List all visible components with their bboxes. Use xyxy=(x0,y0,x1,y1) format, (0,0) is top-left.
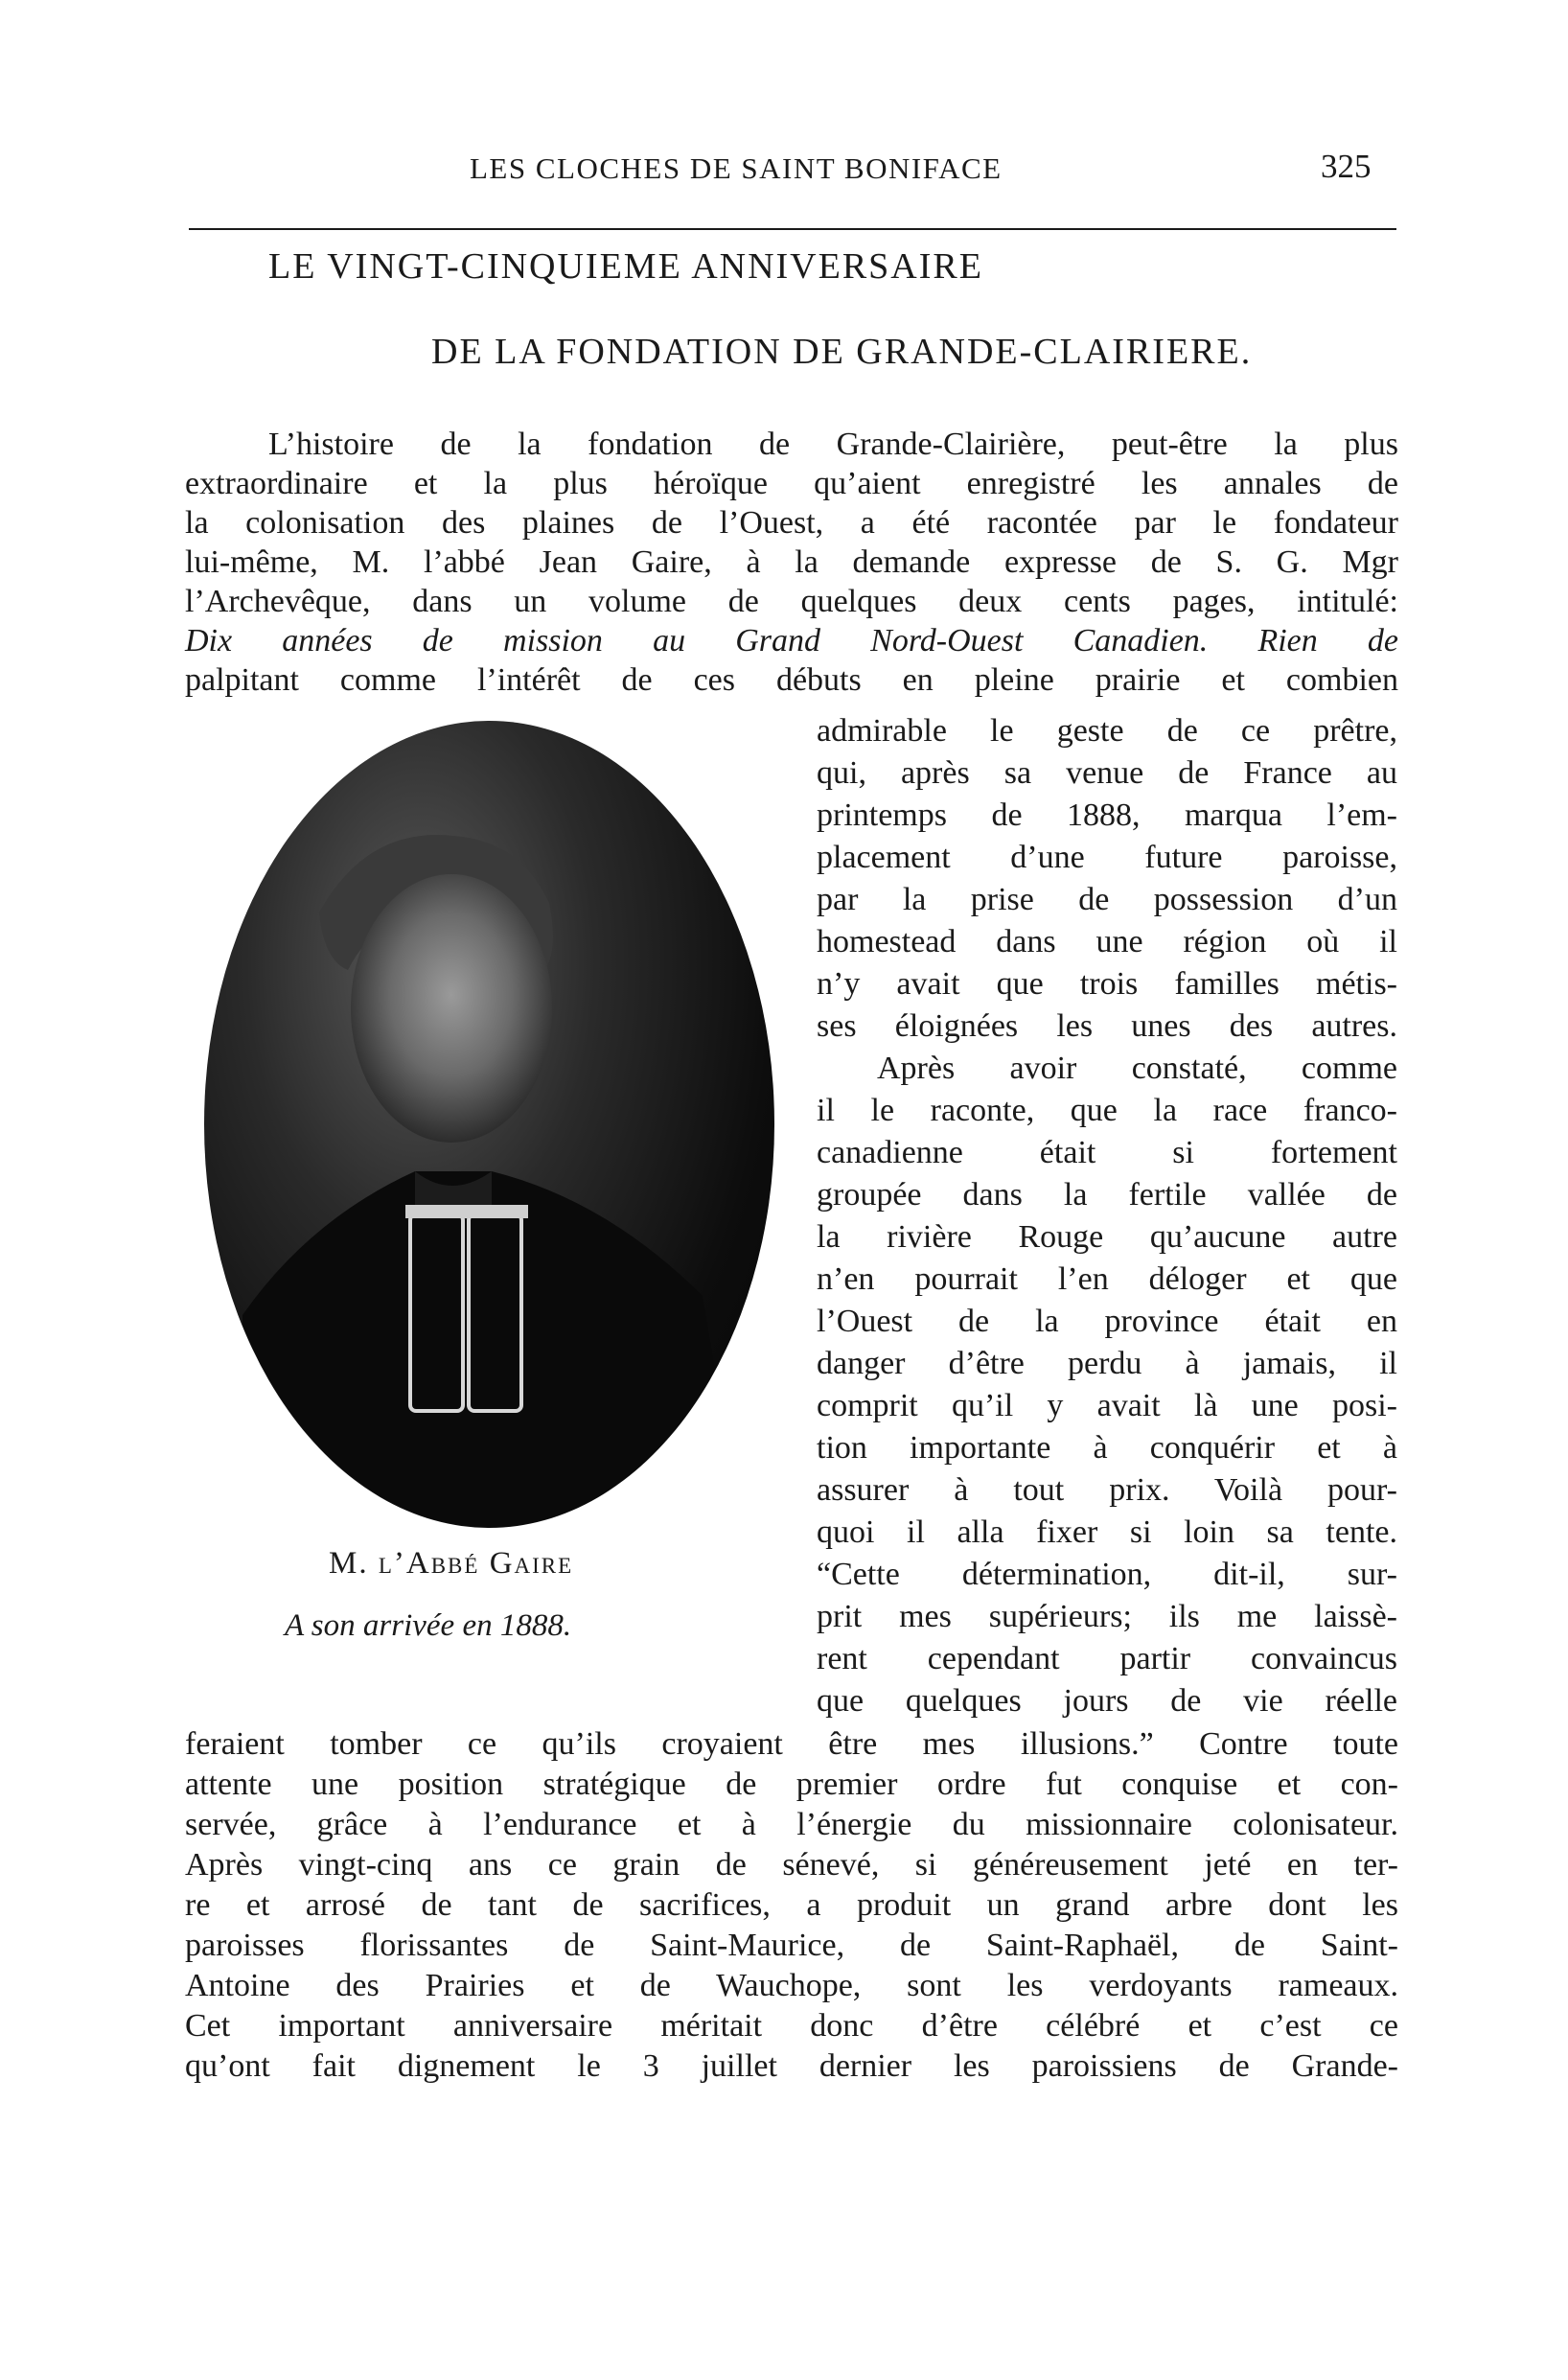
body-line: servée, grâce à l’endurance et à l’énergie du missionnaire colonisateur. xyxy=(185,1807,1398,1842)
body-line: rent cependant partir convaincus xyxy=(817,1641,1397,1676)
figure-caption-name: M. l’Abbé Gaire xyxy=(329,1546,574,1581)
body-line: n’y avait que trois familles métis- xyxy=(817,966,1397,1002)
body-line: printemps de 1888, marqua l’em- xyxy=(817,797,1397,833)
page-number: 325 xyxy=(1321,148,1372,185)
body-line-italic xyxy=(185,622,1398,660)
body-line: re et arrosé de tant de sacrifices, a produit un grand arbre dont les xyxy=(185,1887,1398,1923)
body-line: Antoine des Prairies et de Wauchope, sont les verdoyants rameaux. xyxy=(185,1968,1398,2003)
body-line: Cet important anniversaire méritait donc d’être célébré et c’est ce xyxy=(185,2008,1398,2044)
body-line: comprit qu’il y avait là une posi- xyxy=(817,1388,1397,1423)
portrait-figure xyxy=(204,721,774,1528)
body-line: assurer à tout prix. Voilà pour- xyxy=(817,1472,1397,1508)
body-line: Après vingt-cinq ans ce grain de sénevé, si généreusement jeté en ter- xyxy=(185,1847,1398,1883)
body-line: n’en pourrait l’en déloger et que xyxy=(817,1261,1397,1297)
article-title-line-1: LE VINGT-CINQUIEME ANNIVERSAIRE xyxy=(268,246,983,287)
body-line: prit mes supérieurs; ils me laissè- xyxy=(817,1599,1397,1634)
body-line: L’histoire de la fondation de Grande-Clairière, peut-être la plus xyxy=(268,427,1398,462)
body-line: la rivière Rouge qu’aucune autre xyxy=(817,1219,1397,1255)
body-line: canadienne était si fortement xyxy=(817,1135,1397,1170)
header-rule xyxy=(189,228,1396,230)
collar-shape xyxy=(405,1205,528,1218)
body-line: tion importante à conquérir et à xyxy=(817,1430,1397,1466)
body-line: extraordinaire et la plus héroïque qu’aient enregistré les annales de xyxy=(185,466,1398,501)
body-line: feraient tomber ce qu’ils croyaient être mes illusions.” Contre toute xyxy=(185,1726,1398,1762)
book-title: Dix années de mission au Grand Nord-Ouest Canadien. Rien de xyxy=(185,623,1398,659)
body-line: il le raconte, que la race franco- xyxy=(817,1093,1397,1128)
body-line: placement d’une future paroisse, xyxy=(817,840,1397,875)
body-line: par la prise de possession d’un xyxy=(817,882,1397,917)
body-line: ses éloignées les unes des autres. xyxy=(817,1008,1397,1044)
body-line: “Cette détermination, dit-il, sur- xyxy=(817,1557,1397,1592)
body-line: Après avoir constaté, comme xyxy=(877,1051,1397,1086)
body-line: l’Ouest de la province était en xyxy=(817,1304,1397,1339)
body-line: qu’ont fait dignement le 3 juillet dernier les paroissiens de Grande- xyxy=(185,2048,1398,2084)
body-line: que quelques jours de vie réelle xyxy=(817,1683,1397,1719)
running-header: LES CLOCHES DE SAINT BONIFACE xyxy=(470,151,1003,185)
figure-caption-note: A son arrivée en 1888. xyxy=(285,1608,572,1643)
body-line: lui-même, M. l’abbé Jean Gaire, à la demande expresse de S. G. Mgr xyxy=(185,544,1398,580)
body-line: quoi il alla fixer si loin sa tente. xyxy=(817,1514,1397,1550)
body-line: paroisses florissantes de Saint-Maurice, de Saint-Raphaël, de Saint- xyxy=(185,1928,1398,1963)
body-line: groupée dans la fertile vallée de xyxy=(817,1177,1397,1213)
face-shape xyxy=(351,874,552,1143)
rabat-right xyxy=(469,1214,521,1411)
body-line: danger d’être perdu à jamais, il xyxy=(817,1346,1397,1381)
body-line: qui, après sa venue de France au xyxy=(817,755,1397,791)
body-line: admirable le geste de ce prêtre, xyxy=(817,713,1397,749)
body-line: l’Archevêque, dans un volume de quelques deux cents pages, intitulé: xyxy=(185,584,1398,619)
article-title-line-2: DE LA FONDATION DE GRANDE-CLAIRIERE. xyxy=(431,332,1253,372)
rabat-left xyxy=(410,1214,463,1411)
body-line: attente une position stratégique de premier ordre fut conquise et con- xyxy=(185,1767,1398,1802)
body-line: la colonisation des plaines de l’Ouest, a été racontée par le fondateur xyxy=(185,505,1398,541)
body-line: palpitant comme l’intérêt de ces débuts en pleine prairie et combien xyxy=(185,662,1398,698)
body-line: homestead dans une région où il xyxy=(817,924,1397,959)
